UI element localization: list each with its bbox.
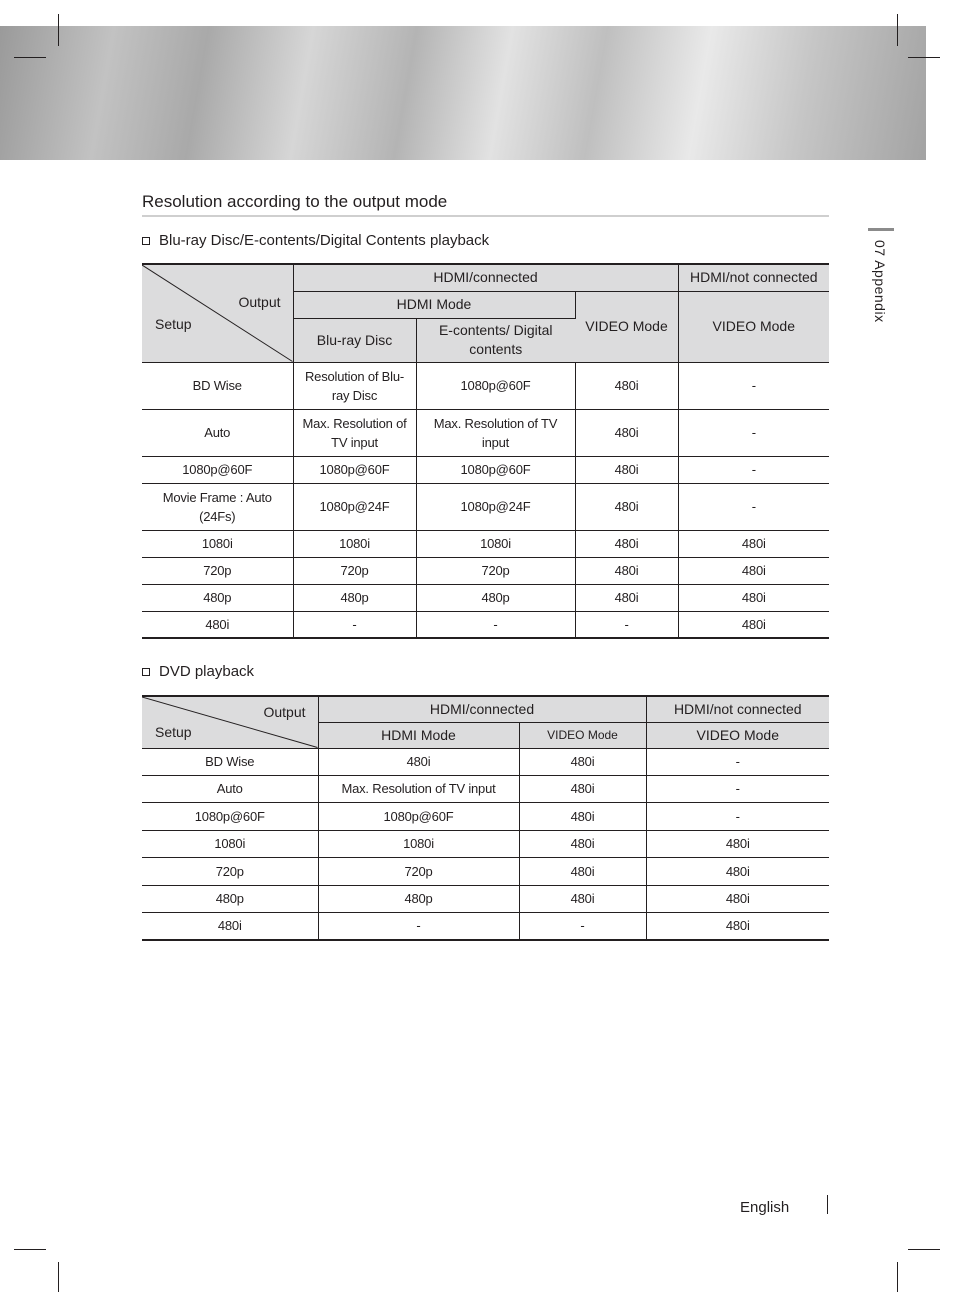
table-cell: 480i <box>575 557 678 584</box>
table-cell: 1080i <box>293 530 416 557</box>
footer-language: English <box>740 1199 790 1216</box>
table-cell: 480i <box>575 456 678 483</box>
table-cell: 480i <box>519 857 646 885</box>
header-banner <box>0 26 926 160</box>
table-cell: - <box>678 362 829 409</box>
table-cell: 480p <box>142 584 293 611</box>
crop-mark <box>14 1249 46 1250</box>
table-cell: - <box>678 456 829 483</box>
table-cell: 480i <box>519 775 646 802</box>
table-cell: 480i <box>678 611 829 638</box>
crop-mark <box>58 1262 59 1292</box>
table-cell: 480i <box>575 584 678 611</box>
side-tab-bar <box>868 228 894 231</box>
table-cell: 480p <box>293 584 416 611</box>
table-cell: 480i <box>646 830 829 857</box>
table-row <box>142 885 829 912</box>
table-cell: 480i <box>575 530 678 557</box>
table-cell: 480i <box>575 483 678 530</box>
table-row <box>142 912 829 940</box>
header-video-mode: VIDEO Mode <box>575 291 678 362</box>
crop-mark <box>908 57 940 58</box>
table-cell: 480i <box>519 802 646 830</box>
table-cell: 480i <box>678 530 829 557</box>
table-cell: 480i <box>575 362 678 409</box>
header-hdmi-connected: HDMI/connected <box>318 696 646 722</box>
table-cell: BD Wise <box>142 748 318 775</box>
table-cell: 480i <box>142 912 318 940</box>
table-cell: BD Wise <box>142 362 293 409</box>
bullet-box-icon <box>142 237 150 245</box>
header-video-mode: VIDEO Mode <box>646 722 829 748</box>
table-row <box>142 456 829 483</box>
header-hdmi-not-connected: HDMI/not connected <box>646 696 829 722</box>
crop-mark <box>897 14 898 46</box>
table-row <box>142 748 829 775</box>
table-cell: 720p <box>142 857 318 885</box>
corner-output-label: Output <box>238 294 281 310</box>
table-cell: 480i <box>519 830 646 857</box>
table-row <box>142 611 829 638</box>
crop-mark <box>897 1262 898 1292</box>
table-cell: 1080i <box>142 830 318 857</box>
table-cell: 480p <box>416 584 575 611</box>
bluray-corner-cell <box>142 264 293 362</box>
header-video-mode: VIDEO Mode <box>678 291 829 362</box>
table-cell: - <box>519 912 646 940</box>
crop-mark <box>14 57 46 58</box>
table-cell: 1080p@60F <box>318 802 519 830</box>
bullet-box-icon <box>142 668 150 676</box>
table-row <box>142 775 829 802</box>
table-cell: 480i <box>646 857 829 885</box>
table-cell: 720p <box>318 857 519 885</box>
table-cell: - <box>678 409 829 456</box>
corner-setup-label: Setup <box>155 315 192 332</box>
table-cell: Auto <box>142 409 293 456</box>
bluray-heading <box>142 232 489 249</box>
table-row <box>142 483 829 530</box>
table-cell: 1080i <box>142 530 293 557</box>
table-cell: 1080i <box>318 830 519 857</box>
table-cell: 480i <box>519 885 646 912</box>
dvd-heading-text: DVD playback <box>159 663 255 680</box>
table-cell: Max. Resolution of TV input <box>293 409 416 456</box>
table-cell: 480i <box>318 748 519 775</box>
table-row <box>142 557 829 584</box>
table-cell: 1080p@24F <box>416 483 575 530</box>
header-hdmi-connected: HDMI/connected <box>293 264 678 291</box>
header-econtents: E-contents/ Digital contents <box>416 318 575 362</box>
crop-mark <box>58 14 59 46</box>
table-cell: 1080p@60F <box>142 802 318 830</box>
table-cell: 480i <box>646 885 829 912</box>
table-cell: - <box>318 912 519 940</box>
section-rule <box>142 215 829 217</box>
table-row <box>142 857 829 885</box>
table-cell: - <box>416 611 575 638</box>
table-cell: 480i <box>678 584 829 611</box>
table-cell: 720p <box>416 557 575 584</box>
header-hdmi-mode: HDMI Mode <box>318 722 519 748</box>
section-title: Resolution according to the output mode <box>142 192 448 211</box>
table-row <box>142 802 829 830</box>
header-hdmi-not-connected: HDMI/not connected <box>678 264 829 291</box>
table-cell: - <box>678 483 829 530</box>
table-row <box>142 409 829 456</box>
table-cell: 480i <box>575 409 678 456</box>
table-cell: 1080i <box>416 530 575 557</box>
table-cell: 480i <box>678 557 829 584</box>
table-cell: Resolution of Blu-ray Disc <box>293 362 416 409</box>
header-bluray-disc: Blu-ray Disc <box>293 318 416 362</box>
table-cell: 1080p@60F <box>293 456 416 483</box>
dvd-resolution-table <box>142 695 829 941</box>
header-hdmi-mode: HDMI Mode <box>293 291 575 318</box>
table-cell: - <box>575 611 678 638</box>
table-cell: 1080p@60F <box>142 456 293 483</box>
table-cell: 480p <box>142 885 318 912</box>
table-cell: Auto <box>142 775 318 802</box>
table-cell: Max. Resolution of TV input <box>318 775 519 802</box>
table-cell: - <box>646 748 829 775</box>
table-row <box>142 530 829 557</box>
table-cell: - <box>293 611 416 638</box>
corner-setup-label: Setup <box>155 723 192 740</box>
corner-output-label: Output <box>263 704 306 720</box>
bluray-heading-text: Blu-ray Disc/E-contents/Digital Contents playback <box>159 232 490 249</box>
table-cell: 480p <box>318 885 519 912</box>
crop-mark <box>908 1249 940 1250</box>
table-cell: 480i <box>646 912 829 940</box>
table-cell: 480i <box>519 748 646 775</box>
table-cell: 1080p@60F <box>416 456 575 483</box>
footer-divider <box>827 1195 828 1214</box>
table-row <box>142 584 829 611</box>
table-cell: Movie Frame : Auto (24Fs) <box>142 483 293 530</box>
table-cell: - <box>646 802 829 830</box>
table-cell: 480i <box>142 611 293 638</box>
dvd-heading <box>142 663 254 680</box>
table-cell: 1080p@60F <box>416 362 575 409</box>
bluray-resolution-table <box>142 263 829 639</box>
table-cell: 720p <box>293 557 416 584</box>
dvd-corner-cell <box>142 696 318 748</box>
table-row <box>142 362 829 409</box>
side-tab-chapter: 07 Appendix <box>872 240 888 323</box>
table-cell: 720p <box>142 557 293 584</box>
table-cell: - <box>646 775 829 802</box>
header-video-mode: VIDEO Mode <box>519 722 646 748</box>
table-cell: Max. Resolution of TV input <box>416 409 575 456</box>
table-row <box>142 830 829 857</box>
table-cell: 1080p@24F <box>293 483 416 530</box>
